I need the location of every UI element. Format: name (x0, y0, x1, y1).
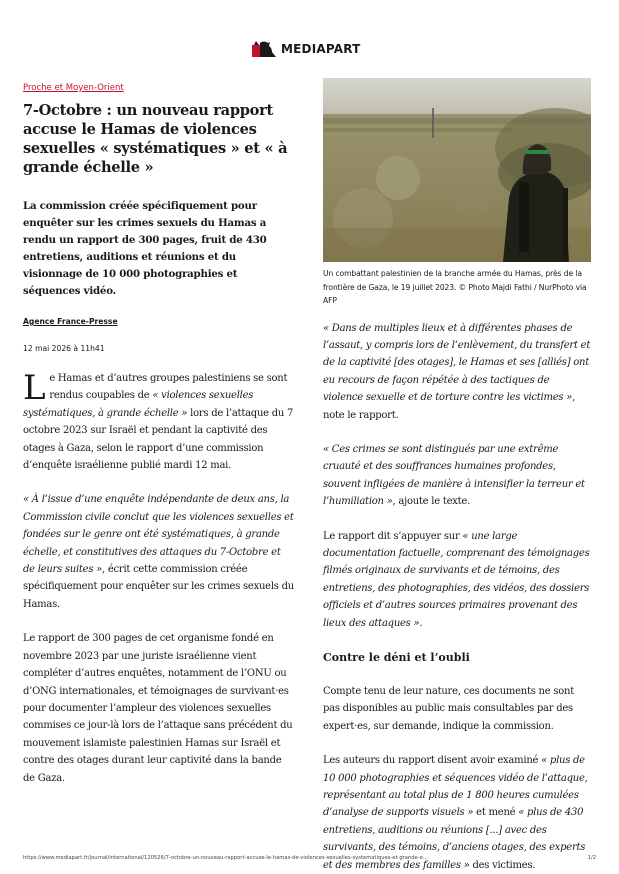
right-column (323, 78, 591, 874)
agency-link[interactable]: Agence France-Presse (23, 317, 294, 326)
body-text: Compte tenu de leur nature, ces documents ne sont pas disponibles au public mais consultables par des expert·es, sur demande, indique la commission. (323, 686, 574, 732)
mediapart-logo[interactable] (250, 38, 361, 60)
article-paragraph (323, 528, 591, 632)
body-text: . (419, 618, 422, 629)
drop-cap: L (23, 373, 45, 403)
paragraph-gap (23, 474, 294, 491)
article-lede: La commission créée spécifiquement pour enquêter sur les crimes sexuels du Hamas a rendu un rapport de 300 pages, fruit de 430 entretiens, auditions et réunions et du visionnage de 10 000 photographies et séquences vidéo. (23, 198, 294, 300)
article-paragraph (323, 441, 591, 511)
article-paragraph (23, 491, 294, 613)
quote-text: « plus de 430 entretiens, auditions ou réunions [...] avec des survivants, des témoins, d’anciens otages, des experts et des membres des familles » (323, 807, 585, 870)
right-body (323, 320, 591, 874)
body-text: et mené (473, 807, 518, 818)
body-text: , note le rapport. (323, 392, 575, 420)
body-text: , écrit cette commission créée spécifiquement pour enquêter sur les crimes sexuels du Hamas. (23, 564, 294, 610)
body-text: des victimes. (470, 860, 536, 871)
quote-text: « Ces crimes se sont distingués par une extrême cruauté et des souffrances humaines profondes, souvent infligées de manière à intensifier la terreur et l’humiliation » (323, 444, 585, 507)
page-footer (23, 855, 596, 861)
mediapart-logo-icon (250, 39, 278, 59)
quote-text: « plus de 10 000 photographies et séquences vidéo de l’attaque, représentant au total plus de 1 800 heures cumulées d’analyse de supports visuels » (323, 755, 588, 818)
paragraph-gap (323, 735, 591, 752)
brand-name: MEDIAPART (281, 42, 361, 56)
body-text: Les auteurs du rapport disent avoir examiné (323, 755, 541, 766)
paragraph-gap (23, 613, 294, 630)
article-paragraph (23, 370, 294, 474)
body-text: lors de l’attaque du 7 octobre 2023 sur Israël et pendant la captivité des otages à Gaza, selon le rapport d’une commission d’enquête israélienne publié mardi 12 mai. (23, 408, 293, 471)
article-title: 7-Octobre : un nouveau rapport accuse le Hamas de violences sexuelles « systématiques » et « à grande échelle » (23, 101, 294, 177)
left-body (23, 370, 294, 787)
paragraph-gap (323, 424, 591, 441)
left-column (23, 83, 294, 787)
fighter-photo-image (323, 78, 591, 262)
paragraph-gap (323, 632, 591, 649)
body-text: , ajoute le texte. (393, 496, 470, 507)
rubric-link[interactable]: Proche et Moyen-Orient (23, 83, 294, 93)
article-paragraph (23, 630, 294, 787)
body-text: Le rapport de 300 pages de cet organisme fondé en novembre 2023 par une juriste israélienne vient compléter d’autres enquêtes, notamment de l’ONU ou d’ONG internationales, et témoignages de survivant·es pour documenter l’ampleur des violences sexuelles commises ce jour-là lors de l’attaque sans précédent du mouvement islamiste palestinien Hamas sur Israël et contre des otages durant leur captivité dans la bande de Gaza. (23, 633, 293, 783)
quote-text: « violences sexuelles systématiques, à grande échelle » (23, 390, 253, 418)
page-number: 1/2 (588, 855, 596, 861)
article-paragraph (323, 320, 591, 424)
article-photo (323, 78, 591, 262)
body-text: Le rapport dit s’appuyer sur (323, 531, 462, 542)
photo-caption: Un combattant palestinien de la branche armée du Hamas, près de la frontière de Gaza, le 19 juillet 2023. © Photo Majdi Fathi / NurPhoto via AFP (323, 267, 591, 308)
publication-date: 12 mai 2026 à 11h41 (23, 344, 294, 353)
quote-text: « Dans de multiples lieux et à différentes phases de l’assaut, y compris lors de l’enlèvement, du transfert et de la captivité [des otages], le Hamas et ses [alliés] ont eu recours de façon répétée à des tactiques de violence sexuelle et de torture contre les victimes » (323, 323, 590, 404)
paragraph-gap (323, 511, 591, 528)
quote-text: « À l’issue d’une enquête indépendante de deux ans, la Commission civile conclut que les violences sexuelles et fondées sur le genre ont été systématiques, à grande échelle, et constitutives des attaques du 7-Octobre et de leurs suites » (23, 494, 294, 575)
paragraph-gap (323, 666, 591, 683)
section-subheading: Contre le déni et l’oubli (323, 649, 591, 666)
article-paragraph (323, 683, 591, 735)
quote-text: « une large documentation factuelle, comprenant des témoignages filmés originaux de survivants et de témoins, des entretiens, des photographies, des vidéos, des dossiers officiels et d’autres sources primaires provenant des lieux des attaques » (323, 531, 589, 629)
body-text: e Hamas et d’autres groupes palestiniens se sont rendus coupables de (49, 373, 287, 401)
footer-url[interactable]: https://www.mediapart.fr/journal/international/120526/7-octobre-un-nouveau-rapport-accuse-le-hamas-de-violences-sexuelles-systematiques-et-grande-e… (23, 855, 428, 861)
